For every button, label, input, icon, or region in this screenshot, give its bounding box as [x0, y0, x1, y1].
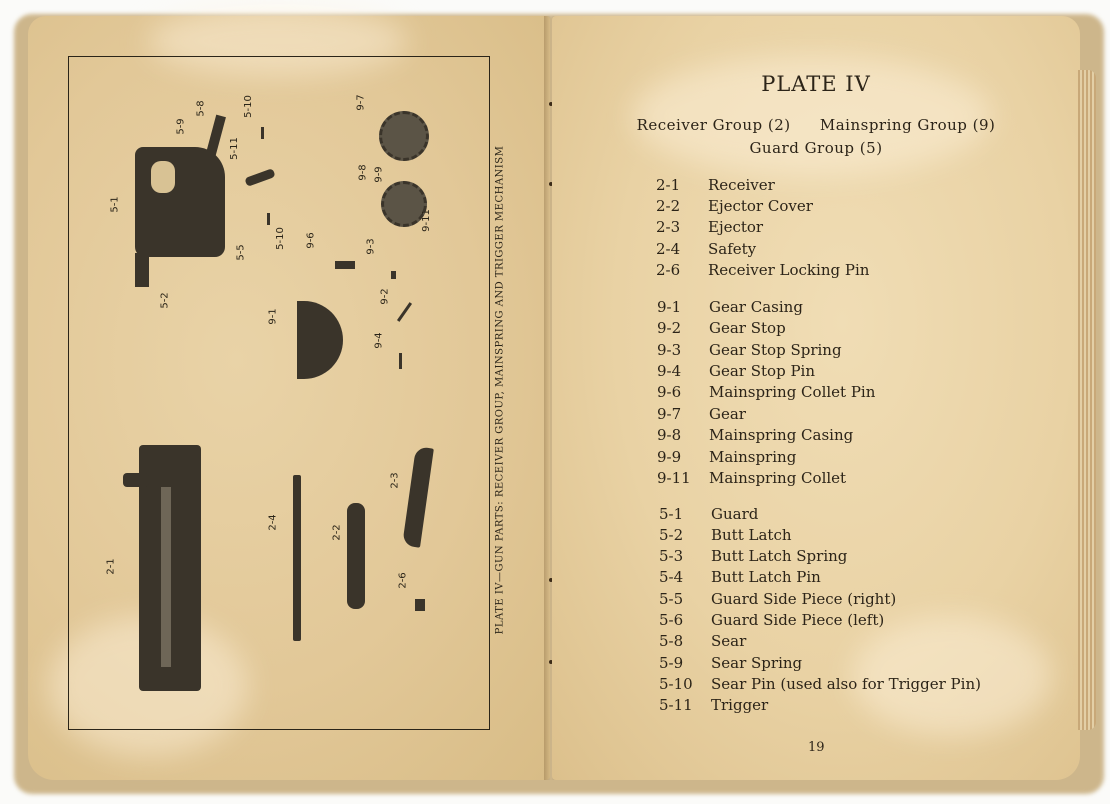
receiver-group-heading: Receiver Group (2): [636, 116, 791, 134]
group-headings-line-1: [552, 116, 1080, 134]
sear-pin-part-a: [261, 127, 264, 139]
list-item: 9-3 Gear Stop Spring: [657, 341, 842, 359]
part-label: 9-7: [355, 94, 367, 111]
part-label: 9-9: [373, 166, 385, 183]
ejector-cover-part: [347, 503, 365, 609]
list-item: 5-4 Butt Latch Pin: [659, 568, 821, 586]
list-item: 9-1 Gear Casing: [657, 298, 803, 316]
part-label: 9-2: [379, 288, 391, 305]
list-item: 9-6 Mainspring Collet Pin: [657, 383, 876, 401]
part-label: 5-5: [235, 244, 247, 261]
gear-stop-spring-part: [391, 271, 396, 279]
list-item: 5-11 Trigger: [659, 696, 769, 714]
gear-stop-pin-part: [399, 353, 402, 369]
receiver-slot: [161, 487, 171, 667]
part-label: 5-8: [195, 100, 207, 117]
plate-title: PLATE IV: [761, 72, 871, 96]
list-item: 9-4 Gear Stop Pin: [657, 362, 815, 380]
part-label: 5-11: [228, 137, 240, 160]
part-label: 9-11: [420, 209, 432, 232]
part-label: 5-9: [175, 118, 187, 135]
locking-pin-part: [415, 599, 425, 611]
list-item: 2-4 Safety: [656, 240, 757, 258]
part-label: 2-6: [397, 572, 409, 589]
receiver-bolt: [123, 473, 149, 487]
part-label: 9-3: [365, 238, 377, 255]
part-label: 5-10: [274, 227, 286, 250]
group-headings-line-2: [552, 139, 1080, 157]
butt-latch-part: [135, 253, 149, 287]
list-item: 9-9 Mainspring: [657, 448, 797, 466]
list-item: 5-2 Butt Latch: [659, 526, 792, 544]
list-item: 2-6 Receiver Locking Pin: [656, 261, 870, 279]
list-item: 5-10 Sear Pin (used also for Trigger Pin): [659, 675, 981, 693]
part-label: 9-8: [357, 164, 369, 181]
list-item: 5-6 Guard Side Piece (left): [659, 611, 885, 629]
page-edges: [1078, 70, 1096, 730]
guard-opening: [151, 161, 175, 193]
safety-part: [293, 475, 301, 641]
part-label: 2-3: [389, 472, 401, 489]
list-item: 5-3 Butt Latch Spring: [659, 547, 848, 565]
part-label: 9-1: [267, 308, 279, 325]
trigger-part: [244, 168, 275, 187]
part-label: 5-2: [159, 292, 171, 309]
part-label: 2-4: [267, 514, 279, 531]
ejector-part: [402, 446, 434, 548]
gear-stop-part: [397, 302, 412, 322]
plate-illustration-frame: [68, 56, 490, 730]
sear-pin-part-b: [267, 213, 270, 225]
collet-pin-part: [335, 261, 355, 269]
list-item: 5-5 Guard Side Piece (right): [659, 590, 897, 608]
mainspring-group-heading: Mainspring Group (9): [819, 116, 996, 134]
list-item: 5-9 Sear Spring: [659, 654, 803, 672]
part-label: 5-10: [242, 95, 254, 118]
list-item: 9-11 Mainspring Collet: [657, 469, 847, 487]
gear-casing-part: [297, 301, 343, 379]
page-number: 19: [808, 740, 825, 755]
gear-part: [379, 111, 429, 161]
part-label: 9-6: [305, 232, 317, 249]
list-item: 9-2 Gear Stop: [657, 319, 786, 337]
part-label: 2-1: [105, 558, 117, 575]
list-item: 2-2 Ejector Cover: [656, 197, 813, 215]
part-label: 5-1: [109, 196, 121, 213]
guard-group-heading: Guard Group (5): [749, 139, 883, 157]
list-item: 9-7 Gear: [657, 405, 746, 423]
plate-side-caption: PLATE IV—GUN PARTS: RECEIVER GROUP, MAINSPRING AND TRIGGER MECHANISM: [494, 145, 506, 635]
part-label: 2-2: [331, 524, 343, 541]
list-item: 5-8 Sear: [659, 632, 747, 650]
list-item: 5-1 Guard: [659, 505, 759, 523]
list-item: 2-3 Ejector: [656, 218, 764, 236]
list-item: 9-8 Mainspring Casing: [657, 426, 854, 444]
list-item: 2-1 Receiver: [656, 176, 775, 194]
part-label: 9-4: [373, 332, 385, 349]
